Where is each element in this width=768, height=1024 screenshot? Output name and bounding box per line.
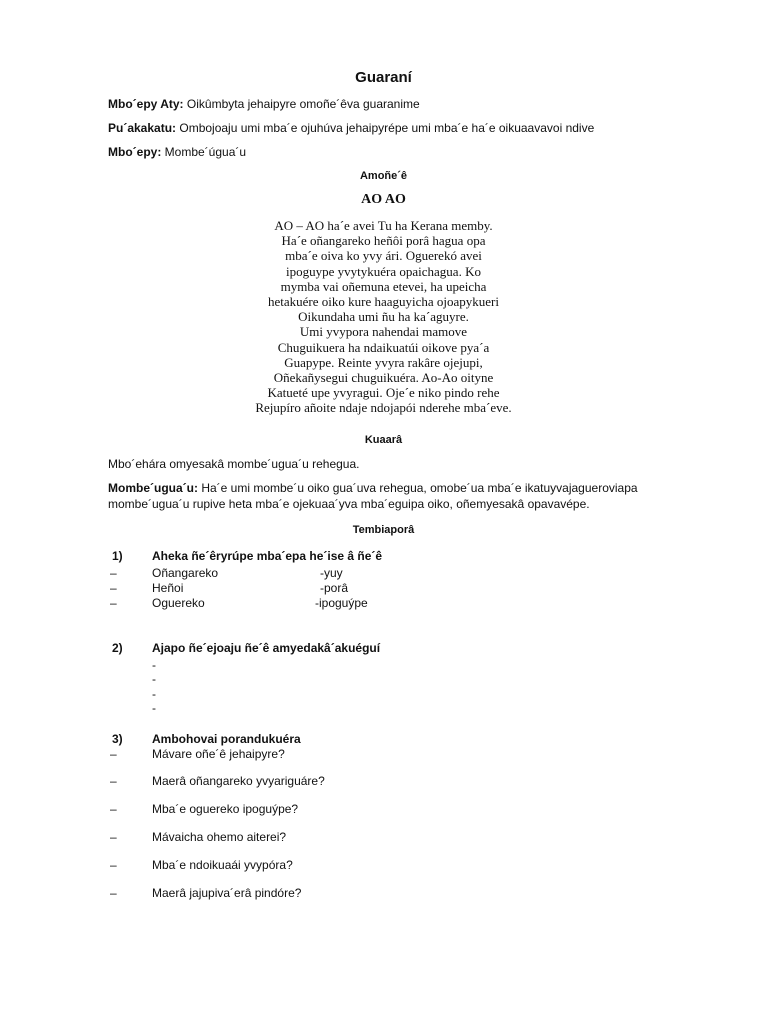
poem-line: AO – AO ha´e avei Tu ha Kerana memby. [274,218,493,233]
lesson-value: Mombe´úgua´u [161,145,247,159]
poem-line: Ha´e oñangareko heñôi porâ hagua opa [281,233,486,249]
suffix: -ipoguýpe [315,595,368,610]
poem-line: mba´e oiva ko yvy ári. Oguerekó avei [285,248,482,264]
exercises-heading: Tembiaporâ [352,523,415,536]
dash-bullet: – [110,565,117,580]
question-2-number: 2) [112,640,123,655]
kuaara-heading: Kuaarâ [364,433,403,446]
poem-body [108,218,659,416]
question-3-heading [108,731,659,747]
poem-title: AO AO [361,192,406,207]
dash-bullet: – [110,885,117,900]
dash-bullet: – [110,746,117,761]
document-page [108,70,659,913]
poem-line: hetakuére oiko kure haaguyicha ojoapykueri [267,294,500,310]
word: Oñangareko [152,565,219,580]
suffix: -yuy [320,565,343,580]
dash-bullet: – [110,857,117,872]
question-text: Maerâ jajupiva´erâ pindóre? [152,885,302,900]
dash-bullet: – [110,830,117,845]
dash-bullet: – [110,580,117,595]
poem-line: ipoguype yvytykuéra opaichagua. Ko [286,263,481,279]
lesson-field [108,144,659,160]
blank-line: - [152,672,156,687]
document-title: Guaraní [355,69,412,86]
list-item [108,566,659,581]
poem-line: Oñekañysegui chuguikuéra. Ao-Ao oityne [273,370,494,386]
question-text: Mba´e oguereko ipoguýpe? [152,802,299,817]
dash-bullet: – [110,595,117,610]
question-1-heading [108,548,659,564]
poem-line: Oikundaha umi ñu ha ka´aguyre. [298,309,469,325]
question-1-title: Aheka ñe´êryrúpe mba´epa he´ise â ñe´ê [152,548,383,563]
question-3-title: Ambohovai porandukuéra [152,731,301,746]
question-2-heading [108,640,659,656]
list-item [108,596,659,611]
poem-line: Katueté upe yvyragui. Oje´e niko pindo rehe [267,385,500,401]
blank-line: - [152,657,156,672]
question-1-number: 1) [112,548,123,563]
definition-paragraph [108,480,659,512]
question-item [108,747,659,762]
poem-line: Umi yvypora nahendai mamove [299,324,468,340]
word: Heñoi [152,580,184,595]
list-item [108,581,659,596]
question-item [108,886,659,901]
question-2-title: Ajapo ñe´ejoaju ñe´ê amyedakâ´akuéguí [152,640,381,655]
question-3-number: 3) [112,731,123,746]
word: Oguereko [152,595,205,610]
poem-line: Chuguikuera ha ndaikuatúi oikove pya´a [277,339,490,355]
definition-value: Ha´e umi mombe´u oiko gua´uva rehegua, omobe´ua mba´e ikatuyvajagueroviapa mombe´ugua´u rupive heta mba´e ojekuaa´yva mba´eguipa oiko, oñemyesakâ opavavépe. [108,480,638,511]
poem-line: mymba vai oñemuna etevei, ha upeicha [280,278,487,294]
question-item [108,858,659,873]
objective-label: Pu´akakatu: [108,121,177,135]
poem-line: Rejupíro añoite ndaje ndojapói nderehe mba´eve. [255,400,512,416]
question-item [108,774,659,789]
blank-line: - [152,686,156,701]
question-text: Mba´e ndoikuaái yvypóra? [152,857,293,872]
lesson-label: Mbo´epy: [108,145,162,159]
objective-value: Ombojoaju umi mba´e ojuhúva jehaipyrépe umi mba´e ha´e oikuaavavoi ndive [176,121,595,135]
kuaara-text: Mbo´ehára omyesakâ mombe´ugua´u rehegua. [108,456,360,471]
blank-line: - [152,701,156,716]
dash-bullet: – [110,774,117,789]
question-text: Mávaicha ohemo aiterei? [152,830,287,845]
reading-heading: Amoñe´ê [359,170,408,182]
poem-line: Guapype. Reinte yvyra rakâre ojejupi, [284,354,483,370]
question-text: Maerâ oñangareko yvyariguáre? [152,774,325,789]
subject-field [108,96,659,112]
question-item [108,830,659,845]
subject-label: Mbo´epy Aty: [108,97,184,111]
suffix: -porâ [320,580,349,595]
question-text: Mávare oñe´ê jehaipyre? [152,746,285,761]
dash-bullet: – [110,802,117,817]
subject-value: Oikûmbyta jehaipyre omoñe´êva guaranime [183,97,420,111]
objective-field [108,120,659,136]
question-item [108,802,659,817]
definition-label: Mombe´ugua´u: [108,480,198,495]
